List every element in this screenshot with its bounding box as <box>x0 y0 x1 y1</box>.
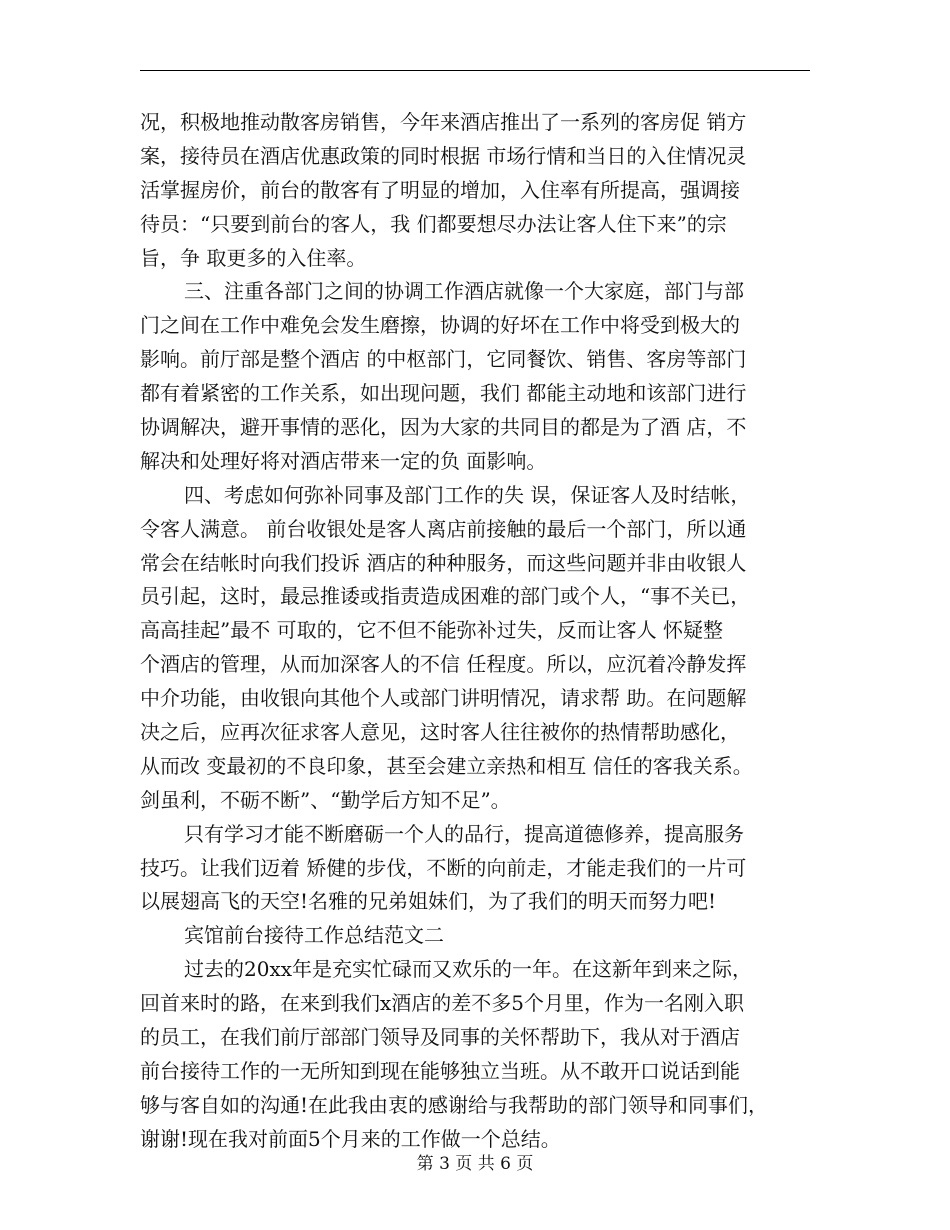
text-line: 以展翅高飞的天空!名雅的兄弟姐妹们，为了我们的明天而努力吧! <box>140 889 717 914</box>
text-line: 过去的20xx年是充实忙碌而又欢乐的一年。在这新年到来之际， <box>184 957 753 982</box>
text-line: 宾馆前台接待工作总结范文二 <box>184 923 444 948</box>
text-line: 四、考虑如何弥补同事及部门工作的失 误，保证客人及时结帐， <box>184 482 751 507</box>
text-line: 况，积极地推动散客房销售，今年来酒店推出了一系列的客房促 销方 <box>140 110 747 134</box>
text-line: 中介功能，由收银向其他个人或部门讲明情况，请求帮 助。在问题解 <box>140 686 747 711</box>
page-footer: 第 3 页 共 6 页 <box>416 1154 534 1174</box>
text-line: 三、注重各部门之间的协调工作酒店就像一个大家庭，部门与部 <box>184 279 744 304</box>
text-line: 活掌握房价，前台的散客有了明显的增加，入住率有所提高，强调接 <box>140 177 740 202</box>
text-line: 谢谢!现在我对前面5个月来的工作做一个总结。 <box>140 1126 561 1151</box>
text-line: 令客人满意。 前台收银处是客人离店前接触的最后一个部门，所以通 <box>140 516 747 541</box>
text-line: 都有着紧密的工作关系，如出现问题，我们 都能主动地和该部门进行 <box>140 381 747 406</box>
text-line: 待员：“只要到前台的客人，我 们都要想尽办法让客人住下来”的宗 <box>140 211 727 236</box>
text-line: 高高挂起”最不 可取的，它不但不能弥补过失，反而让客人 怀疑整 <box>140 618 723 643</box>
text-line: 只有学习才能不断磨砺一个人的品行，提高道德修养，提高服务 <box>184 821 744 846</box>
text-line: 决之后，应再次征求客人意见，这时客人往往被你的热情帮助感化， <box>140 720 740 745</box>
text-line: 剑虽利，不砺不断”、“勤学后方知不足”。 <box>140 787 511 812</box>
text-line: 的员工，在我们前厅部部门领导及同事的关怀帮助下，我从对于酒店 <box>140 1025 740 1050</box>
text-line: 门之间在工作中难免会发生磨擦，协调的好坏在工作中将受到极大的 <box>140 313 740 338</box>
text-line: 前台接待工作的一无所知到现在能够独立当班。从不敢开口说话到能 <box>140 1058 740 1083</box>
text-line: 从而改 变最初的不良印象，甚至会建立亲热和相互 信任的客我关系。 <box>140 753 753 778</box>
text-line: 常会在结帐时向我们投诉 酒店的种种服务，而这些问题并非由收银人 <box>140 550 747 575</box>
text-line: 旨，争 取更多的入住率。 <box>140 245 367 270</box>
document-body <box>140 106 812 1157</box>
text-line: 协调解决，避开事情的恶化，因为大家的共同目的都是为了酒 店，不 <box>140 415 747 440</box>
text-line: 够与客自如的沟通!在此我由衷的感谢给与我帮助的部门领导和同事们， <box>140 1092 769 1117</box>
text-line: 个酒店的管理，从而加深客人的不信 任程度。所以，应沉着冷静发挥 <box>140 652 747 677</box>
text-line: 影响。前厅部是整个酒店 的中枢部门，它同餐饮、销售、客房等部门 <box>140 347 747 372</box>
text-line: 员引起，这时，最忌推诿或指责造成困难的部门或个人，“事不关已， <box>140 584 751 609</box>
text-line: 技巧。让我们迈着 矫健的步伐，不断的向前走，才能走我们的一片可 <box>140 855 747 880</box>
text-line: 案，接待员在酒店优惠政策的同时根据 市场行情和当日的入住情况灵 <box>140 143 747 168</box>
header-rule <box>140 70 810 71</box>
text-line: 回首来时的路，在来到我们x酒店的差不多5个月里，作为一名刚入职 <box>140 991 745 1016</box>
text-line: 解决和处理好将对酒店带来一定的负 面影响。 <box>140 448 547 473</box>
